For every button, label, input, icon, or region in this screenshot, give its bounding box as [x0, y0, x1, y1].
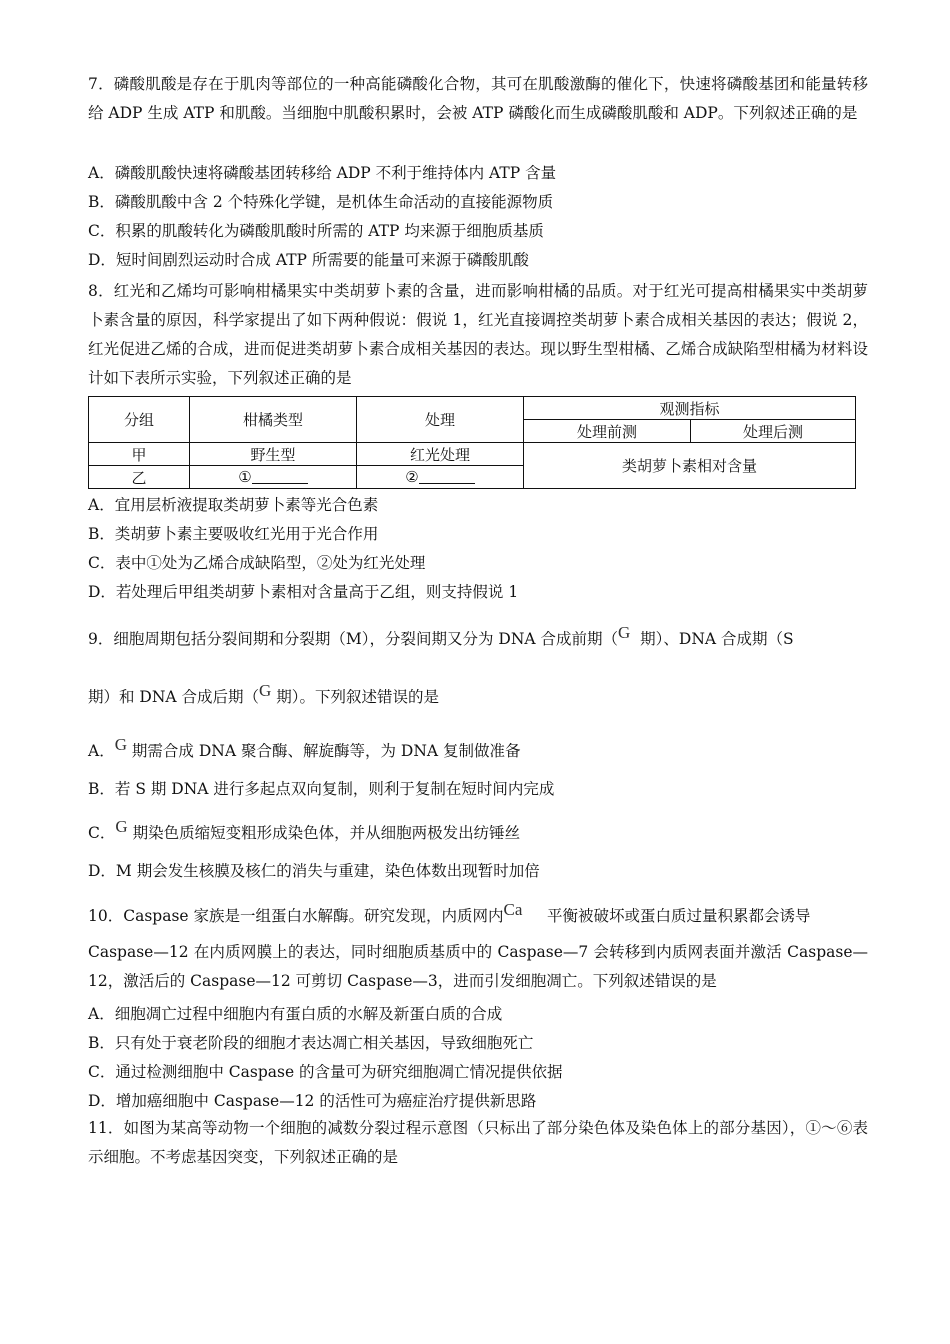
blank-1-line	[252, 468, 308, 484]
q10-text-1a: 10．Caspase 家族是一组蛋白水解酶。研究发现，内质网内	[88, 907, 504, 925]
blank-1-label: ①	[238, 468, 252, 486]
q9-text-1a: 9．细胞周期包括分裂间期和分裂期（M），分裂间期又分为 DNA 合成前期（	[88, 630, 619, 648]
cell-measure: 类胡萝卜素相对含量	[524, 443, 856, 489]
q9-a-text: 期需合成 DNA 聚合酶、解旋酶等，为 DNA 复制做准备	[131, 742, 521, 760]
q8-option-b: B．类胡萝卜素主要吸收红光用于光合作用	[88, 525, 379, 543]
cell-type-2	[190, 466, 357, 489]
q9-option-c	[88, 816, 520, 844]
g2-symbol: G	[259, 681, 272, 700]
q8-option-d: D．若处理后甲组类胡萝卜素相对含量高于乙组，则支持假说 1	[88, 583, 519, 601]
q10-stem-rest: Caspase—12 在内质网膜上的表达，同时细胞质基质中的 Caspase—7 会转移到内质网表面并激活 Caspase—12，激活后的 Caspase—12 可剪切 Caspase—3，进而引发细胞凋亡。下列叙述错误的是	[88, 943, 868, 990]
q7-option-b: B．磷酸肌酸中含 2 个特殊化学键，是机体生命活动的直接能源物质	[88, 193, 554, 211]
cell-treat-2	[357, 466, 524, 489]
cell-type-1: 野生型	[190, 443, 357, 466]
cell-group-2: 乙	[89, 466, 190, 489]
q8-option-c: C．表中①处为乙烯合成缺陷型，②处为红光处理	[88, 554, 426, 572]
th-group: 分组	[89, 397, 190, 443]
q10-option-c: C．通过检测细胞中 Caspase 的含量可为研究细胞凋亡情况提供依据	[88, 1063, 563, 1081]
blank-2-line	[419, 468, 475, 484]
q9-text-2a: 期）和 DNA 合成后期（	[88, 688, 260, 706]
q7-option-c: C．积累的肌酸转化为磷酸肌酸时所需的 ATP 均来源于细胞质基质	[88, 222, 544, 240]
q10-option-a: A．细胞凋亡过程中细胞内有蛋白质的水解及新蛋白质的合成	[88, 1005, 503, 1023]
q10-option-d: D．增加癌细胞中 Caspase—12 的活性可为癌症治疗提供新思路	[88, 1092, 537, 1110]
th-treat: 处理	[357, 397, 524, 443]
g2-symbol-c: G	[115, 817, 128, 836]
q8-option-a: A．宜用层析液提取类胡萝卜素等光合色素	[88, 496, 379, 514]
q9-option-d: D．M 期会发生核膜及核仁的消失与重建，染色体数出现暂时加倍	[88, 862, 540, 880]
g1-symbol-a: G	[114, 735, 127, 754]
q11-stem: 11．如图为某高等动物一个细胞的减数分裂过程示意图（只标出了部分染色体及染色体上的部分基因），①～⑥表示细胞。不考虑基因突变，下列叙述正确的是	[88, 1119, 868, 1166]
q9-option-b: B．若 S 期 DNA 进行多起点双向复制，则利于复制在短时间内完成	[88, 780, 555, 798]
q9-line-2	[88, 680, 439, 708]
q10-line-1	[88, 899, 811, 927]
experiment-table	[88, 396, 856, 489]
q10-text-1b: 平衡被破坏或蛋白质过量积累都会诱导	[547, 907, 811, 925]
q9-text-1b: 期）、DNA 合成期（S	[640, 630, 794, 648]
q7-stem: 7．磷酸肌酸是存在于肌肉等部位的一种高能磷酸化合物，其可在肌酸激酶的催化下，快速将磷酸基团和能量转移给 ADP 生成 ATP 和肌酸。当细胞中肌酸积累时，会被 ATP 磷酸化而生成磷酸肌酸和 ADP。下列叙述正确的是	[88, 75, 868, 122]
th-after: 处理后测	[691, 420, 856, 443]
q9-a-label: A．	[88, 742, 115, 760]
g1-symbol: G	[618, 623, 631, 642]
q10-option-b: B．只有处于衰老阶段的细胞才表达凋亡相关基因，导致细胞死亡	[88, 1034, 534, 1052]
q9-option-a	[88, 734, 521, 762]
th-before: 处理前测	[524, 420, 691, 443]
q9-c-text: 期染色质缩短变粗形成染色体，并从细胞两极发出纺锤丝	[132, 824, 521, 842]
q9-text-2b: 期）。下列叙述错误的是	[276, 688, 440, 706]
q7-option-a: A．磷酸肌酸快速将磷酸基团转移给 ADP 不利于维持体内 ATP 含量	[88, 164, 557, 182]
th-observation: 观测指标	[524, 397, 856, 420]
cell-treat-1: 红光处理	[357, 443, 524, 466]
blank-2-label: ②	[405, 468, 419, 486]
th-type: 柑橘类型	[190, 397, 357, 443]
q9-c-label: C．	[88, 824, 116, 842]
cell-group-1: 甲	[89, 443, 190, 466]
q7-option-d: D．短时间剧烈运动时合成 ATP 所需要的能量可来源于磷酸肌酸	[88, 251, 529, 269]
q9-line-1	[88, 622, 794, 650]
q8-stem: 8．红光和乙烯均可影响柑橘果实中类胡萝卜素的含量，进而影响柑橘的品质。对于红光可提高柑橘果实中类胡萝卜素含量的原因，科学家提出了如下两种假说：假说 1，红光直接调控类胡萝卜素合成相关基因的表达；假说 2，红光促进乙烯的合成，进而促进类胡萝卜素合成相关基因的表达。现以野生型柑橘、乙烯合成缺陷型柑橘为材料设计如下表所示实验，下列叙述正确的是	[88, 282, 868, 387]
ca-symbol: Ca	[503, 900, 523, 919]
